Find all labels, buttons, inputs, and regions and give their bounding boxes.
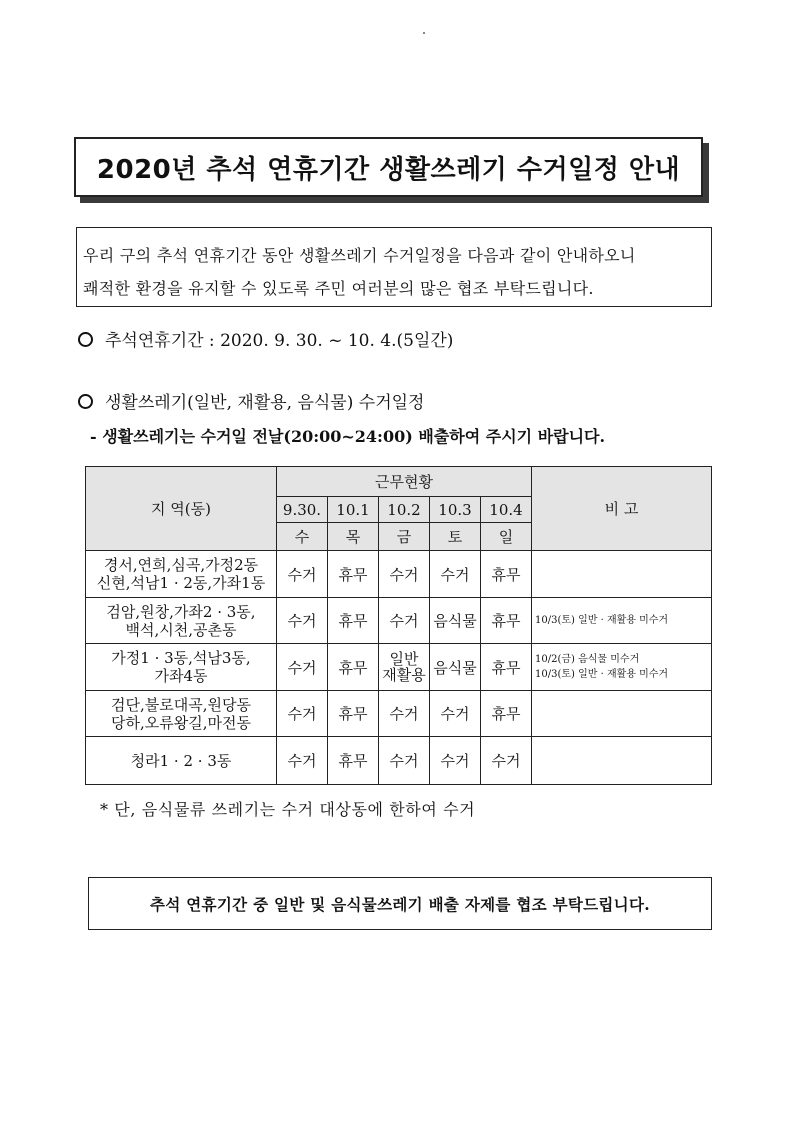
schedule-table — [85, 466, 712, 785]
circle-bullet-icon — [78, 394, 93, 409]
date-header: 10.3 — [430, 497, 481, 523]
status-cell: 수거 — [481, 737, 532, 785]
region-cell: 청라1 · 2 · 3동 — [86, 737, 277, 785]
circle-bullet-icon — [78, 332, 93, 347]
remarks-cell: 10/3(토) 일반 · 재활용 미수거 — [532, 598, 712, 644]
status-cell: 휴무 — [481, 551, 532, 598]
status-cell: 수거 — [277, 737, 328, 785]
status-cell: 수거 — [430, 551, 481, 598]
schedule-heading-line — [78, 388, 424, 413]
status-cell: 휴무 — [328, 691, 379, 737]
work-status-header: 근무현황 — [277, 467, 532, 497]
intro-line: 우리 구의 추석 연휴기간 동안 생활쓰레기 수거일정을 다음과 같이 안내하오니 — [83, 246, 636, 265]
region-header: 지 역(동) — [86, 467, 277, 551]
scan-dot — [423, 32, 425, 34]
status-cell: 휴무 — [481, 691, 532, 737]
status-cell: 음식물 — [430, 644, 481, 691]
table-row — [86, 737, 712, 785]
date-header: 10.1 — [328, 497, 379, 523]
status-cell: 휴무 — [481, 644, 532, 691]
status-cell: 수거 — [379, 551, 430, 598]
status-cell: 수거 — [379, 598, 430, 644]
date-header: 10.2 — [379, 497, 430, 523]
region-cell: 검암,원창,가좌2 · 3동, 백석,시천,공촌동 — [86, 598, 277, 644]
schedule-heading: 생활쓰레기(일반, 재활용, 음식물) 수거일정 — [105, 393, 425, 413]
status-cell: 수거 — [430, 737, 481, 785]
weekday-header: 토 — [430, 523, 481, 551]
page-title: 2020년 추석 연휴기간 생활쓰레기 수거일정 안내 — [96, 154, 681, 185]
status-cell: 음식물 — [430, 598, 481, 644]
table-row — [86, 691, 712, 737]
status-cell: 수거 — [277, 644, 328, 691]
table-row — [86, 598, 712, 644]
status-cell: 휴무 — [328, 644, 379, 691]
intro-line: 쾌적한 환경을 유지할 수 있도록 주민 여러분의 많은 협조 부탁드립니다. — [83, 279, 594, 298]
status-cell: 휴무 — [328, 737, 379, 785]
weekday-header: 수 — [277, 523, 328, 551]
status-cell: 휴무 — [481, 598, 532, 644]
remarks-cell — [532, 737, 712, 785]
intro-box — [76, 227, 712, 307]
holiday-period: 추석연휴기간 : 2020. 9. 30. ~ 10. 4.(5일간) — [105, 331, 454, 351]
remarks-cell — [532, 551, 712, 598]
status-cell: 수거 — [379, 737, 430, 785]
remarks-header: 비 고 — [532, 467, 712, 551]
remarks-cell — [532, 691, 712, 737]
status-cell: 수거 — [277, 691, 328, 737]
region-cell: 경서,연희,심곡,가정2동 신현,석남1 · 2동,가좌1동 — [86, 551, 277, 598]
status-cell: 수거 — [379, 691, 430, 737]
region-cell: 가정1 · 3동,석남3동, 가좌4동 — [86, 644, 277, 691]
region-cell: 검단,불로대곡,원당동 당하,오류왕길,마전동 — [86, 691, 277, 737]
status-cell: 수거 — [430, 691, 481, 737]
status-cell: 휴무 — [328, 598, 379, 644]
status-cell: 휴무 — [328, 551, 379, 598]
weekday-header: 금 — [379, 523, 430, 551]
status-cell: 일반 재활용 — [379, 644, 430, 691]
footnote: * 단, 음식물류 쓰레기는 수거 대상동에 한하여 수거 — [100, 800, 476, 819]
date-header: 10.4 — [481, 497, 532, 523]
date-header: 9.30. — [277, 497, 328, 523]
title-box — [74, 137, 703, 197]
holiday-period-line — [78, 326, 453, 351]
table-row — [86, 644, 712, 691]
weekday-header: 목 — [328, 523, 379, 551]
schedule-note: - 생활쓰레기는 수거일 전날(20:00~24:00) 배출하여 주시기 바랍니다. — [90, 427, 606, 446]
status-cell: 수거 — [277, 598, 328, 644]
closing-notice: 추석 연휴기간 중 일반 및 음식물쓰레기 배출 자제를 협조 부탁드립니다. — [150, 894, 650, 914]
table-row — [86, 551, 712, 598]
closing-notice-box — [88, 877, 712, 930]
weekday-header: 일 — [481, 523, 532, 551]
status-cell: 수거 — [277, 551, 328, 598]
remarks-cell: 10/2(금) 음식물 미수거 10/3(토) 일반 · 재활용 미수거 — [532, 644, 712, 691]
